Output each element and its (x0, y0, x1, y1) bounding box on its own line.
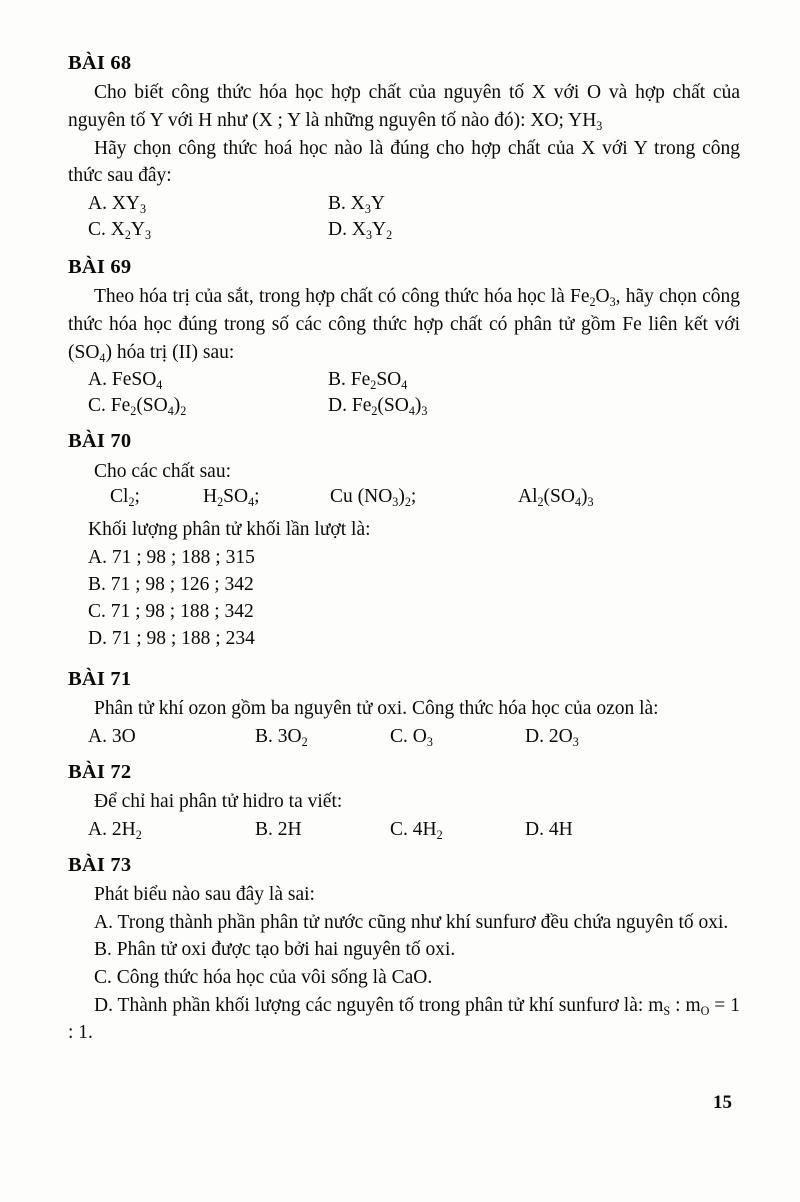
exercise-72-option-c[interactable] (390, 817, 443, 844)
option-a-subscript: 4 (156, 378, 163, 393)
exercise-71-option-d[interactable] (525, 724, 579, 751)
formula-al2so43 (518, 486, 594, 508)
option-c-formula: O (412, 725, 427, 747)
option-a-label: A. (88, 725, 107, 747)
option-c-subscript-2: 4 (167, 404, 174, 419)
formula-cuno32-post: ; (410, 486, 417, 508)
option-c-formula-post: ) (173, 395, 181, 417)
exercise-72-option-b[interactable] (255, 817, 302, 844)
option-c-subscript: 3 (426, 734, 433, 749)
formula-h2so4-subscript-1: 2 (217, 495, 224, 510)
formula-cuno32-subscript-1: 3 (392, 495, 399, 510)
formula-cuno32-subscript-2: 2 (404, 495, 411, 510)
exercise-70-formula-row (68, 486, 740, 516)
option-d-subscript-1: 2 (371, 404, 378, 419)
exercise-68-option-row-1 (68, 191, 740, 217)
formula-cuno32 (330, 486, 416, 508)
section-spacer (68, 655, 740, 666)
exercise-68-option-c[interactable] (88, 217, 151, 244)
fe-subscript: 2 (589, 295, 596, 310)
exercise-72-option-d[interactable] (525, 817, 573, 844)
exercise-73-statement-a[interactable]: A. Trong thành phần phân tử nước cũng như khí sunfurơ đều chứa nguyên tố oxi. (94, 911, 729, 933)
option-b-formula-mid: SO (376, 369, 402, 391)
option-d-formula-pre: X (351, 218, 366, 240)
exercise-68-paragraph-1 (68, 79, 740, 134)
exercise-68-option-row-2 (68, 217, 740, 243)
formula-cl2-subscript: 2 (128, 495, 135, 510)
option-c-formula-mid: (SO (136, 395, 168, 417)
option-b-subscript: 3 (364, 201, 371, 216)
option-b-label: B. (328, 369, 346, 391)
section-spacer (68, 421, 740, 428)
option-b-formula-pre: Fe (350, 369, 371, 391)
exercise-70-option-row-b (68, 572, 740, 599)
option-d-formula: 4H (548, 818, 573, 840)
option-b-formula-post: Y (370, 192, 385, 214)
exercise-69 (68, 254, 740, 419)
exercise-71-options (68, 724, 740, 750)
exercise-72-option-a[interactable] (88, 817, 142, 844)
option-d-subscript: 3 (572, 734, 579, 749)
exercise-73-statement-d[interactable] (68, 992, 740, 1047)
exercise-70-option-a[interactable]: A. 71 ; 98 ; 188 ; 315 (88, 546, 255, 568)
option-d-formula: 2O (548, 725, 573, 747)
exercise-69-option-c[interactable] (88, 393, 186, 420)
exercise-72-paragraph: Để chỉ hai phân tử hidro ta viết: (94, 791, 343, 813)
formula-cl2-pre: Cl (110, 486, 129, 508)
exercise-69-option-b[interactable] (328, 367, 407, 394)
formula-h2so4-subscript-2: 4 (248, 495, 255, 510)
option-c-subscript-3: 2 (180, 404, 187, 419)
option-d-label: D. (328, 395, 347, 417)
option-c-formula: 4H (412, 818, 437, 840)
exercise-70-option-b[interactable]: B. 71 ; 98 ; 126 ; 342 (88, 573, 254, 595)
formula-h2so4-pre: H (203, 486, 218, 508)
formula-cl2 (110, 486, 140, 508)
formula-al2so43-subscript-1: 2 (537, 495, 544, 510)
exercise-73-statement-b[interactable]: B. Phân tử oxi được tạo bởi hai nguyên tố oxi. (94, 939, 456, 961)
exercise-69-options (68, 367, 740, 419)
exercise-72-option-row (68, 817, 740, 843)
exercise-69-option-row-2 (68, 393, 740, 419)
option-a-formula: XY (111, 192, 141, 214)
statement-d-subscript-o: O (700, 1003, 710, 1018)
option-d-label: D. (525, 725, 544, 747)
option-c-subscript-1: 2 (130, 404, 137, 419)
option-c-subscript-1: 2 (124, 227, 131, 242)
exercise-71-paragraph: Phân tử khí ozon gồm ba nguyên tử oxi. Công thức hóa học của ozon là: (94, 698, 659, 720)
exercise-70 (68, 428, 740, 653)
exercise-68-option-d[interactable] (328, 217, 392, 244)
option-d-subscript-2: 4 (408, 404, 415, 419)
exercise-68-option-a[interactable] (88, 191, 146, 218)
statement-d-text-2: : m (670, 994, 701, 1016)
formula-h2so4-post: ; (254, 486, 260, 508)
option-d-subscript-3: 3 (421, 404, 428, 419)
formula-al2so43-post: ) (581, 486, 588, 508)
formula-al2so43-subscript-3: 3 (587, 495, 594, 510)
exercise-69-heading: BÀI 69 (68, 255, 132, 278)
option-a-label: A. (88, 369, 107, 391)
option-d-subscript-2: 2 (386, 227, 393, 242)
formula-al2so43-pre: Al (518, 486, 538, 508)
option-a-formula: 2H (111, 818, 136, 840)
so-subscript: 4 (99, 350, 106, 365)
formula-h2so4 (203, 486, 260, 508)
exercise-69-text-2: O (595, 286, 610, 308)
option-a-formula: 3O (111, 725, 136, 747)
exercise-70-option-row-d (68, 626, 740, 653)
exercise-71-heading: BÀI 71 (68, 667, 132, 690)
option-a-subscript: 2 (135, 827, 142, 842)
exercise-70-option-row-a (68, 545, 740, 572)
option-c-subscript: 2 (436, 827, 443, 842)
exercise-69-paragraph (68, 283, 740, 366)
option-c-label: C. (88, 218, 106, 240)
exercise-70-intro: Cho các chất sau: (94, 460, 231, 482)
exercise-69-text-4: ) hóa trị (II) sau: (105, 341, 235, 363)
option-c-formula-pre: Fe (110, 395, 131, 417)
exercise-72-heading: BÀI 72 (68, 760, 132, 783)
exercise-68-option-b[interactable] (328, 191, 385, 218)
option-b-label: B. (255, 725, 273, 747)
option-b-subscript-1: 2 (370, 378, 377, 393)
exercise-72-options (68, 817, 740, 843)
exercise-72 (68, 759, 740, 843)
option-a-label: A. (88, 818, 107, 840)
exercise-71-option-b[interactable] (255, 724, 308, 751)
section-spacer (68, 845, 740, 852)
exercise-69-option-d[interactable] (328, 393, 427, 420)
option-b-label: B. (328, 192, 346, 214)
formula-al2so43-subscript-2: 4 (574, 495, 582, 510)
formula-al2so43-mid: (SO (543, 486, 575, 508)
exercise-71-option-a[interactable] (88, 724, 136, 751)
exercise-68-paragraph-2: Hãy chọn công thức hoá học nào là đúng cho hợp chất của X với Y trong công thức sau đây: (68, 137, 740, 187)
exercise-68-options (68, 191, 740, 243)
option-a-formula: FeSO (111, 369, 157, 391)
option-c-formula-mid: Y (130, 218, 145, 240)
page-number: 15 (713, 1092, 732, 1113)
option-c-formula-pre: X (110, 218, 125, 240)
exercise-68 (68, 50, 740, 243)
option-d-formula-mid: Y (371, 218, 387, 240)
option-a-label: A. (88, 192, 107, 214)
exercise-69-text-1: Theo hóa trị của sắt, trong hợp chất có công thức hóa học là Fe (94, 286, 590, 308)
option-c-subscript-2: 3 (145, 227, 152, 242)
formula-cuno32-pre: Cu (NO (330, 486, 393, 508)
page-content (68, 50, 740, 1049)
exercise-70-prompt: Khối lượng phân tử khối lần lượt là: (88, 519, 371, 541)
option-b-formula: 3O (277, 725, 302, 747)
option-b-formula-pre: X (350, 192, 365, 214)
statement-d-text-3: = 1 : 1. (68, 994, 741, 1044)
statement-d-subscript-s: S (663, 1003, 671, 1018)
exercise-69-text-3: , hãy chọn công thức hóa học đúng trong số các công thức hợp chất có phân tử gồm Fe liên kết với (SO (68, 286, 741, 363)
exercise-70-heading: BÀI 70 (68, 430, 132, 453)
exercise-70-option-row-c (68, 599, 740, 626)
formula-cuno32-mid: ) (398, 486, 405, 508)
exercise-70-option-c[interactable]: C. 71 ; 98 ; 188 ; 342 (88, 600, 254, 622)
exercise-73-heading: BÀI 73 (68, 853, 132, 876)
option-a-subscript: 3 (140, 201, 147, 216)
exercise-68-paragraph-1-text: Cho biết công thức hóa học hợp chất của nguyên tố X với O và hợp chất của nguyên tố Y với H như (X ; Y là những nguyên tố nào đó): XO; YH (68, 82, 740, 131)
exercise-70-option-d[interactable]: D. 71 ; 98 ; 188 ; 234 (88, 627, 255, 649)
exercise-68-heading: BÀI 68 (68, 52, 132, 74)
option-c-label: C. (390, 818, 408, 840)
exercise-71-option-row (68, 724, 740, 750)
exercise-73-statement-c[interactable]: C. Công thức hóa học của vôi sống là CaO. (94, 967, 433, 989)
option-d-formula-pre: Fe (351, 395, 372, 417)
option-d-label: D. (328, 218, 347, 240)
option-d-label: D. (525, 818, 544, 840)
exercise-70-options (68, 545, 740, 653)
option-c-label: C. (390, 725, 408, 747)
option-d-formula-mid: (SO (377, 395, 409, 417)
option-b-label: B. (255, 818, 273, 840)
exercise-73-prompt: Phát biểu nào sau đây là sai: (94, 883, 315, 905)
option-d-subscript-1: 3 (365, 227, 372, 242)
exercise-68-yh-subscript: 3 (596, 118, 603, 133)
option-d-formula-post: ) (414, 395, 422, 417)
exercise-69-option-a[interactable] (88, 367, 162, 394)
section-spacer (68, 247, 740, 254)
option-c-label: C. (88, 395, 106, 417)
formula-h2so4-mid: SO (223, 486, 249, 508)
statement-d-text-1: D. Thành phần khối lượng các nguyên tố trong phân tử khí sunfurơ là: m (94, 994, 664, 1016)
exercise-69-option-row-1 (68, 367, 740, 393)
o-subscript: 3 (609, 295, 616, 310)
option-b-formula: 2H (277, 818, 302, 840)
exercise-73 (68, 852, 740, 1047)
exercise-71 (68, 666, 740, 750)
section-spacer (68, 752, 740, 759)
exercise-71-option-c[interactable] (390, 724, 433, 751)
formula-cl2-post: ; (134, 486, 140, 508)
option-b-subscript: 2 (301, 734, 308, 749)
option-b-subscript-2: 4 (401, 378, 408, 393)
